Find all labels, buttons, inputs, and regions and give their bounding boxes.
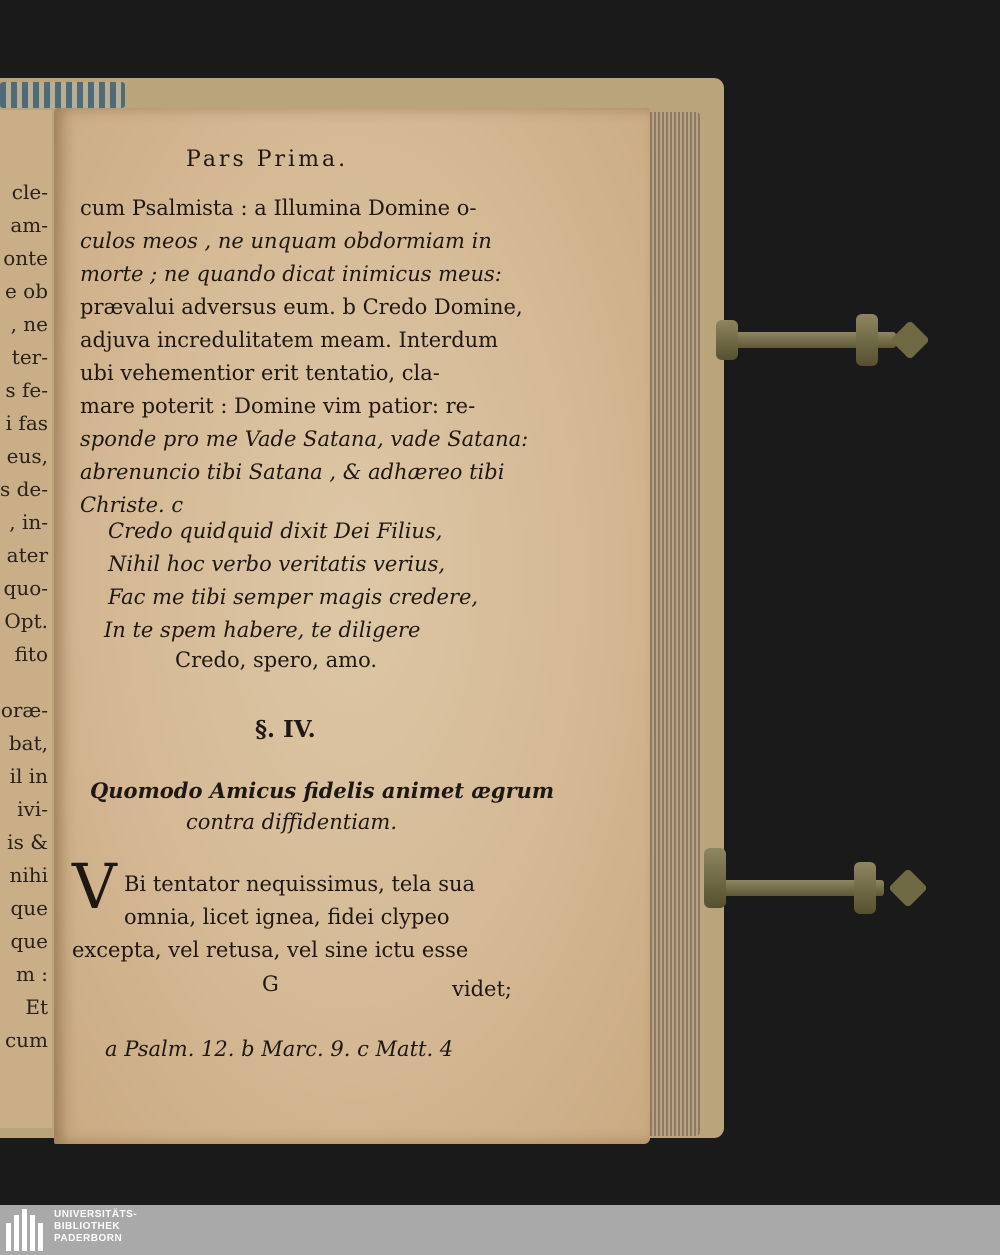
left-page-fragment-text: fito <box>14 642 48 666</box>
left-page-fragment-text: nihi <box>9 863 48 887</box>
left-page-fragment-text: e ob <box>4 279 48 303</box>
left-page-fragment-text: oræ- <box>0 698 48 722</box>
section-title-line-1: Quomodo Amicus fidelis animet ægrum <box>90 778 555 803</box>
logo-text-line-3: PADERBORN <box>54 1233 123 1244</box>
left-page-fragment-text: eus, <box>6 444 48 468</box>
left-page-fragment-text: Et <box>25 995 48 1019</box>
left-page-fragment-text: quo- <box>3 576 48 600</box>
headband <box>0 82 125 108</box>
footer-bar <box>0 1205 1000 1255</box>
left-page-fragment-text: m : <box>15 962 48 986</box>
verse-line: In te spem habere, te diligere <box>104 618 421 642</box>
text-line: sponde pro me Vade Satana, vade Satana: <box>80 427 529 451</box>
lower-clasp <box>704 868 914 908</box>
text-line: abrenuncio tibi Satana , & adhæreo tibi <box>80 460 505 484</box>
left-page-fragment-text: bat, <box>8 731 48 755</box>
left-page-fragment-text: Opt. <box>4 609 48 633</box>
verse-line: Nihil hoc verbo veritatis verius, <box>108 552 446 576</box>
running-head: Pars Prima. <box>186 147 349 172</box>
verse-line: Fac me tibi semper magis credere, <box>108 585 479 609</box>
text-line: cum Psalmista : a Illumina Domine o- <box>80 196 477 220</box>
text-line: prævalui adversus eum. b Credo Domine, <box>80 295 523 319</box>
left-page-fragment-text: i fas <box>5 411 48 435</box>
catchword: videt; <box>452 977 512 1001</box>
text-line: adjuva incredulitatem meam. Interdum <box>80 328 499 352</box>
body-line: Bi tentator nequissimus, tela sua <box>124 872 476 896</box>
drop-cap: V <box>72 850 117 923</box>
left-page-fragment-text: , ne <box>10 312 48 336</box>
logo-text-line-1: UNIVERSITÄTS- <box>54 1209 138 1220</box>
signature-mark: G <box>262 972 279 996</box>
left-page-fragment-text: que <box>10 896 48 920</box>
left-page-fragment-text: cum <box>4 1028 48 1052</box>
body-line: excepta, vel retusa, vel sine ictu esse <box>72 938 469 962</box>
left-page-fragment-text: is & <box>7 830 48 854</box>
verse-line: Credo, spero, amo. <box>175 648 378 672</box>
left-page-fragment-text: onte <box>3 246 48 270</box>
library-logo-icon <box>6 1209 46 1251</box>
left-page-fragment <box>0 110 52 1128</box>
upper-clasp <box>716 320 916 360</box>
left-page-fragment-text: ater <box>6 543 48 567</box>
left-page-fragment-text: que <box>10 929 48 953</box>
left-page-fragment-text: s fe- <box>5 378 48 402</box>
body-line: omnia, licet ignea, fidei clypeo <box>124 905 450 929</box>
left-page-fragment-text: s de- <box>0 477 48 501</box>
footnotes: a Psalm. 12. b Marc. 9. c Matt. 4 <box>105 1037 454 1061</box>
verse-line: Credo quidquid dixit Dei Filius, <box>108 519 443 543</box>
section-number: §. IV. <box>255 716 316 743</box>
section-title-line-2: contra diffidentiam. <box>186 810 398 834</box>
left-page-fragment-text: cle- <box>11 180 48 204</box>
left-page-fragment-text: ter- <box>11 345 48 369</box>
text-line: morte ; ne quando dicat inimicus meus: <box>80 262 502 286</box>
page-edges <box>650 112 700 1136</box>
text-line: culos meos , ne unquam obdormiam in <box>80 229 492 253</box>
left-page-fragment-text: il in <box>9 764 48 788</box>
logo-text-line-2: BIBLIOTHEK <box>54 1221 121 1232</box>
left-page-fragment-text: , in- <box>9 510 48 534</box>
text-line: Christe. c <box>80 493 184 517</box>
text-line: mare poterit : Domine vim patior: re- <box>80 394 476 418</box>
left-page-fragment-text: am- <box>10 213 48 237</box>
left-page-fragment-text: ivi- <box>17 797 48 821</box>
text-line: ubi vehementior erit tentatio, cla- <box>80 361 440 385</box>
